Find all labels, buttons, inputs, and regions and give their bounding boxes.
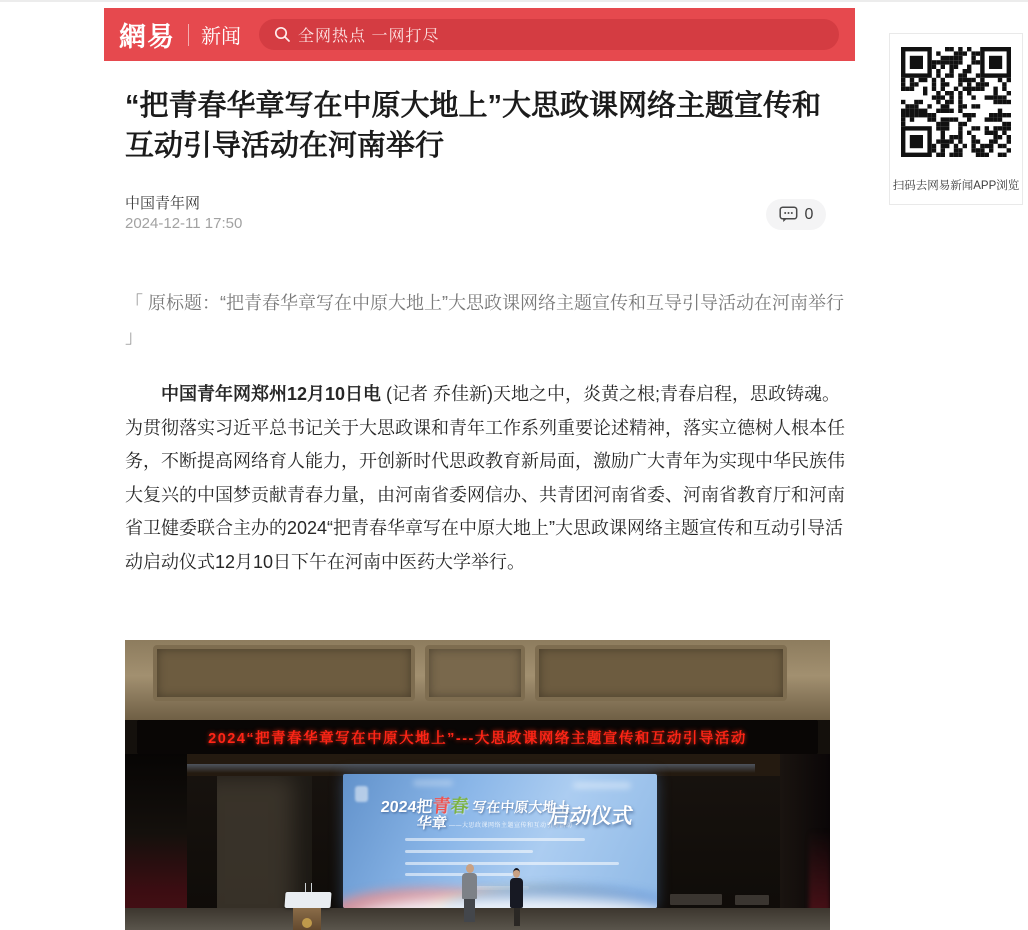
netease-logo[interactable]: 網易 — [119, 22, 175, 52]
presenter-man — [462, 864, 477, 922]
app-qr-panel — [889, 33, 1023, 205]
presenter-legs — [464, 899, 475, 922]
presenter-woman — [510, 868, 523, 926]
quote-open-bracket: 「 — [125, 293, 149, 313]
ceiling-panel — [425, 645, 525, 701]
nav-news-link[interactable]: 新闻 — [201, 26, 241, 48]
photo-equipment — [735, 895, 769, 905]
lectern-emblem — [302, 918, 312, 928]
screen-fineprint-line — [405, 850, 533, 853]
search-icon — [274, 26, 291, 43]
ceiling-panel — [535, 645, 787, 701]
screen-ceremony-text: 启动仪式 — [547, 805, 635, 828]
screen-logo-mark — [355, 786, 368, 802]
search-placeholder-text: 全网热点 一网打尽 — [298, 28, 440, 45]
screen-title-highlight: 春 — [449, 796, 470, 816]
page-top-border — [0, 0, 1028, 2]
article-source[interactable]: 中国青年网 — [125, 195, 201, 212]
screen-fineprint-line — [405, 838, 585, 841]
comment-bubble-icon — [779, 206, 798, 223]
dateline-bold: 中国青年网郑州12月10日电 — [161, 384, 382, 404]
article-photo — [125, 640, 830, 930]
comment-count: 0 — [804, 205, 814, 223]
original-title-quote — [125, 286, 849, 354]
article-title: “把青春华章写在中原大地上”大思政课网络主题宣传和互动引导活动在河南举行 — [125, 90, 822, 162]
screen-cloud — [413, 780, 453, 786]
presenter-head — [466, 864, 474, 873]
screen-title-suffix: 写在中原大地上 — [471, 799, 572, 815]
presenter-legs — [514, 908, 520, 926]
presenter-head — [513, 868, 520, 878]
screen-fineprint-line — [405, 873, 513, 876]
ceiling-panel — [153, 645, 415, 701]
article-publish-time: 2024-12-11 17:50 — [125, 215, 243, 232]
photo-led-banner — [137, 720, 818, 754]
search-input[interactable] — [259, 19, 839, 50]
screen-fineprint-line — [405, 862, 619, 865]
screen-cloud — [573, 782, 631, 789]
screen-title-prefix: 2024把 — [380, 799, 434, 816]
screen-subtitle: ——大思政课网络主题宣传和互动引导活动 — [449, 823, 573, 829]
photo-ceiling — [125, 640, 830, 720]
presenter-suit — [462, 873, 477, 899]
photo-equipment — [670, 894, 722, 905]
led-banner-text: 2024“把青春华章写在中原大地上”---大思政课网络主题宣传和互动引导活动 — [208, 730, 747, 747]
photo-left-curtain — [125, 754, 187, 930]
qr-caption: 扫码去网易新闻APP浏览 — [892, 180, 1020, 192]
lectern-sign — [284, 892, 331, 908]
body-text: (记者 乔佳新)天地之中，炎黄之根;青春启程，思政铸魂。为贯彻落实习近平总书记关于大思政课和青年工作系列重要论述精神，落实立德树人根本任务，不断提高网络育人能力，开创新时代思政教育新局面，激励广大青年为实现中华民族伟大复兴的中国梦贡献青春力量，由河南省委网信办、共青团河南省委、河南省教育厅和河南省卫健委联合主办的2024“把青春华章写在中原大地上”大思政课网络主题宣传和互动引导活动启动仪式12月10日下午在河南中医药大学举行。 — [125, 384, 845, 572]
qr-code — [901, 47, 1011, 157]
comment-button[interactable] — [766, 199, 826, 230]
presenter-dress — [510, 878, 523, 908]
screen-title-highlight: 青 — [431, 796, 452, 816]
header-divider — [188, 24, 189, 46]
photo-valance — [165, 764, 755, 773]
photo-stage-floor — [125, 908, 830, 930]
photo-led-screen — [343, 774, 657, 908]
screen-title-line2: 华章 — [416, 815, 448, 832]
original-title-text: 原标题：“把青春华章写在中原大地上”大思政课网络主题宣传和互导引导活动在河南举行 — [148, 293, 844, 313]
site-header — [104, 8, 855, 61]
screen-title-row — [380, 792, 572, 818]
article-body-paragraph — [125, 378, 851, 579]
quote-close-bracket: 」 — [125, 327, 143, 347]
